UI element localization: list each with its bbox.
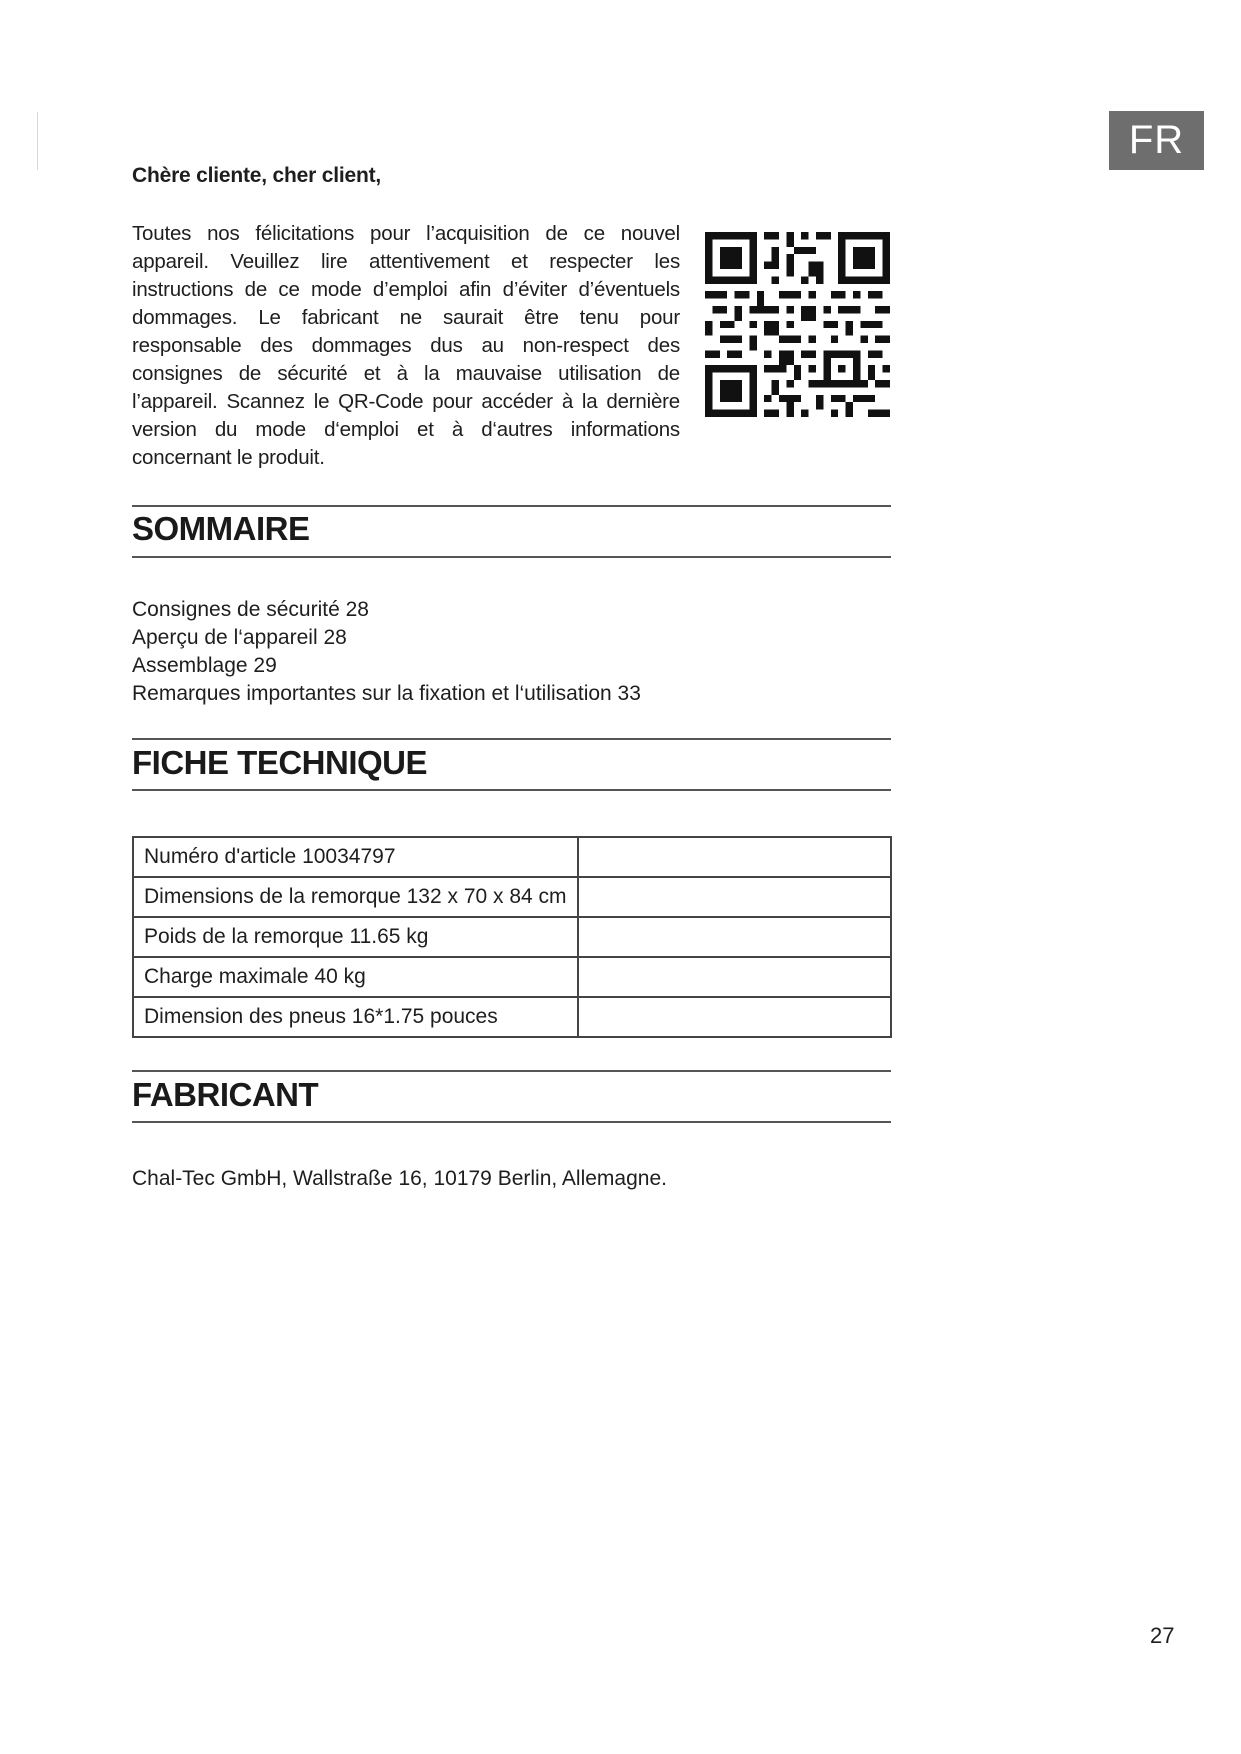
spec-cell: Dimensions de la remorque 132 x 70 x 84 cm	[133, 877, 578, 917]
toc-item: Consignes de sécurité 28	[132, 598, 369, 621]
fiche-rule-top	[132, 738, 891, 740]
spec-cell-empty	[578, 957, 891, 997]
fabricant-heading: FABRICANT	[132, 1076, 319, 1113]
sommaire-rule-top	[132, 505, 891, 507]
spec-table	[132, 836, 892, 1038]
page-edge-line	[37, 112, 38, 170]
intro-paragraph: Toutes nos félicitations pour l’acquisition de ce nouvel appareil. Veuillez lire attentivement et respecter les instructions de ce mode d’emploi afin d’éviter d’éventuels dommages. Le fabricant ne saurait être tenu pour responsable des dommages dus au non-respect des consignes de sécurité et à la mauvaise utilisation de l’appareil. Scannez le QR-Code pour accéder à la dernière version du mode d‘emploi et à d‘autres informations concernant le produit.	[132, 222, 680, 469]
table-of-contents	[132, 596, 641, 708]
table-row	[133, 877, 891, 917]
spec-cell: Numéro d'article 10034797	[133, 837, 578, 877]
fiche-heading: FICHE TECHNIQUE	[132, 744, 428, 781]
page-number: 27	[1150, 1623, 1175, 1648]
table-row	[133, 957, 891, 997]
spec-cell-empty	[578, 997, 891, 1037]
toc-item: Remarques importantes sur la fixation et l‘utilisation 33	[132, 682, 641, 705]
greeting: Chère cliente, cher client,	[132, 164, 382, 187]
fabricant-rule-bottom	[132, 1121, 891, 1123]
fabricant-rule-top	[132, 1070, 891, 1072]
toc-item: Aperçu de l‘appareil 28	[132, 626, 347, 649]
spec-cell: Dimension des pneus 16*1.75 pouces	[133, 997, 578, 1037]
spec-cell-empty	[578, 917, 891, 957]
table-row	[133, 837, 891, 877]
fiche-rule-bottom	[132, 789, 891, 791]
language-badge: FR	[1109, 111, 1204, 170]
spec-cell: Poids de la remorque 11.65 kg	[133, 917, 578, 957]
sommaire-rule-bottom	[132, 556, 891, 558]
qr-code-icon	[705, 232, 890, 417]
spec-cell-empty	[578, 877, 891, 917]
sommaire-heading: SOMMAIRE	[132, 510, 310, 547]
spec-cell-empty	[578, 837, 891, 877]
manufacturer-address: Chal-Tec GmbH, Wallstraße 16, 10179 Berlin, Allemagne.	[132, 1167, 667, 1190]
spec-cell: Charge maximale 40 kg	[133, 957, 578, 997]
table-row	[133, 917, 891, 957]
table-row	[133, 997, 891, 1037]
toc-item: Assemblage 29	[132, 654, 277, 677]
